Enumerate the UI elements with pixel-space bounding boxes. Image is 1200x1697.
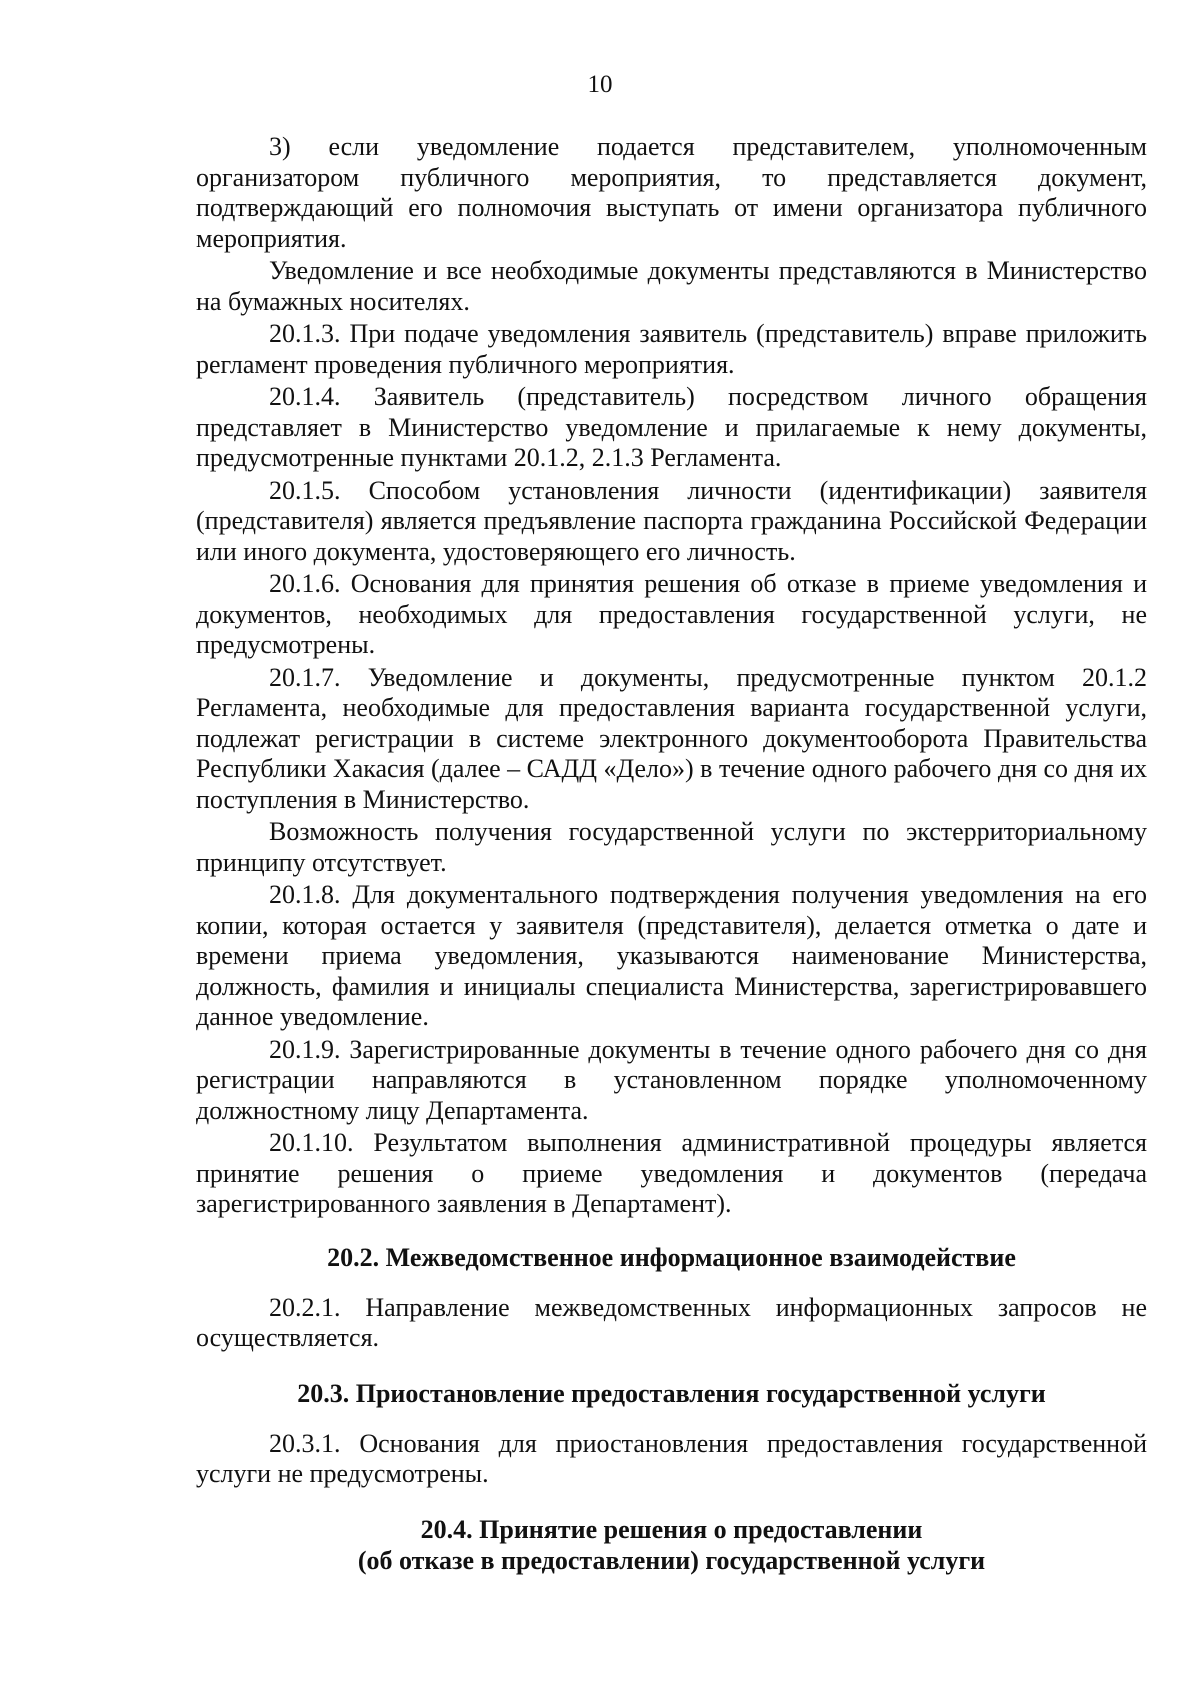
section-heading-20-4-line2: (об отказе в предоставлении) государственной услуги (357, 1545, 986, 1575)
paragraph-item-3: 3) если уведомление подается представителем, уполномоченным организатором публичного мероприятия, то представляется документ, подтверждающий его полномочия выступать от имени организатора публичного мероприятия. (196, 132, 1147, 253)
section-heading-20-4-line1: 20.4. Принятие решения о предоставлении (420, 1514, 923, 1544)
paragraph-20-1-7: 20.1.7. Уведомление и документы, предусмотренные пунктом 20.1.2 Регламента, необходимые для предоставления варианта государственной услуги, подлежат регистрации в системе электронного документооборота Правительства Республики Хакасия (далее – САДД «Дело») в течение одного рабочего дня со дня их поступления в Министерство. (196, 662, 1147, 814)
page-number: 10 (587, 71, 613, 98)
document-body (196, 132, 1147, 1576)
paragraph-20-1-5: 20.1.5. Способом установления личности (идентификации) заявителя (представителя) является предъявление паспорта гражданина Российской Федерации или иного документа, удостоверяющего его личность. (196, 475, 1147, 566)
paragraph-20-1-6: 20.1.6. Основания для принятия решения об отказе в приеме уведомления и документов, необходимых для предоставления государственной услуги, не предусмотрены. (196, 569, 1147, 659)
paragraph-20-2-1: 20.2.1. Направление межведомственных информационных запросов не осуществляется. (196, 1292, 1147, 1352)
paragraph-20-3-1: 20.3.1. Основания для приостановления предоставления государственной услуги не предусмотрены. (196, 1428, 1147, 1488)
paragraph-submission-format: Уведомление и все необходимые документы представляются в Министерство на бумажных носителях. (196, 256, 1147, 316)
paragraph-20-1-4: 20.1.4. Заявитель (представитель) посредством личного обращения представляет в Министерство уведомление и прилагаемые к нему документы, предусмотренные пунктами 20.1.2, 2.1.3 Регламента. (196, 382, 1147, 472)
section-heading-20-3: 20.3. Приостановление предоставления государственной услуги (297, 1378, 1046, 1408)
paragraph-20-1-3: 20.1.3. При подаче уведомления заявитель (представитель) вправе приложить регламент проведения публичного мероприятия. (196, 319, 1147, 379)
paragraph-20-1-10: 20.1.10. Результатом выполнения административной процедуры является принятие решения о приеме уведомления и документов (передача зарегистрированного заявления в Департамент). (196, 1128, 1147, 1218)
paragraph-extraterritorial: Возможность получения государственной услуги по экстерриториальному принципу отсутствует. (196, 817, 1147, 877)
section-heading-20-4 (196, 1514, 1147, 1576)
section-heading-20-2: 20.2. Межведомственное информационное взаимодействие (327, 1242, 1016, 1272)
paragraph-20-1-8: 20.1.8. Для документального подтверждения получения уведомления на его копии, которая остается у заявителя (представителя), делается отметка о дате и времени приема уведомления, указываются наименование Министерства, должность, фамилия и инициалы специалиста Министерства, зарегистрировавшего данное уведомление. (196, 880, 1147, 1031)
paragraph-20-1-9: 20.1.9. Зарегистрированные документы в течение одного рабочего дня со дня регистрации направляются в установленном порядке уполномоченному должностному лицу Департамента. (196, 1034, 1147, 1125)
